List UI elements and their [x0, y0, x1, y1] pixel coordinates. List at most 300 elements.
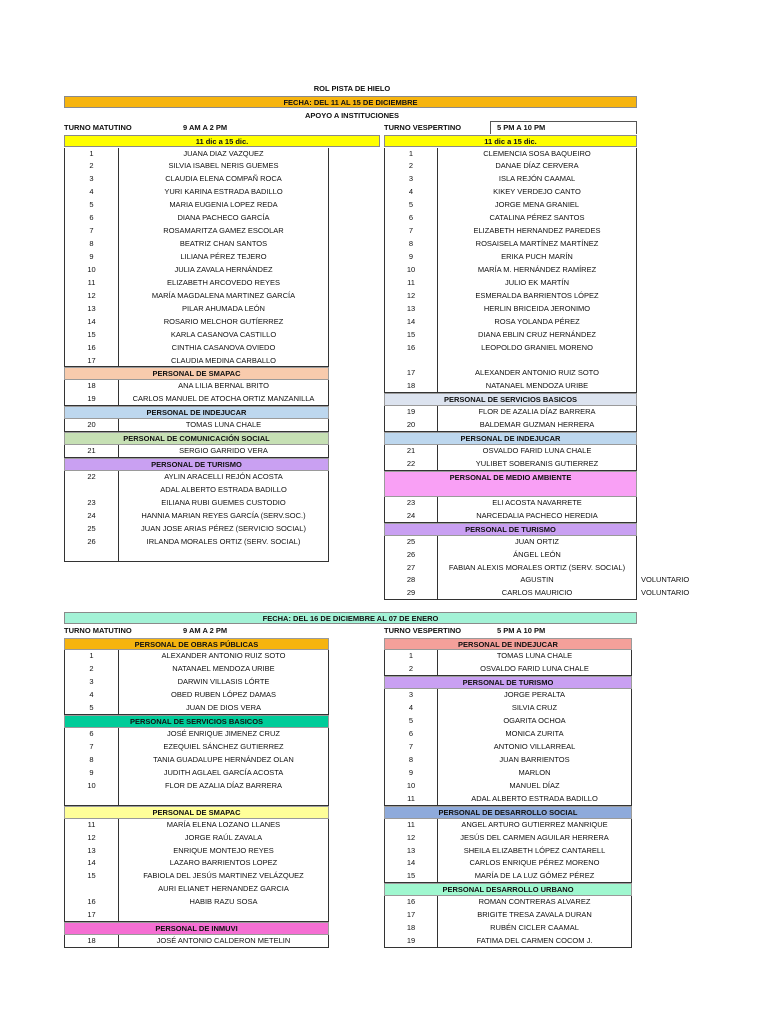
- staff-name: ANGEL ARTURO GUTIERREZ MANRIQUE: [438, 819, 632, 832]
- staff-name: AGUSTIN: [438, 574, 637, 587]
- roster-row: [384, 160, 637, 173]
- row-number: 21: [384, 445, 438, 458]
- staff-name: IRLANDA MORALES ORTIZ (SERV. SOCIAL): [119, 536, 329, 549]
- roster-row: [64, 497, 329, 510]
- roster-row: [64, 650, 329, 663]
- morning-shift-hours: 9 AM A 2 PM: [183, 626, 228, 635]
- staff-name: MARLON: [438, 767, 632, 780]
- staff-name: MONICA ZURITA: [438, 728, 632, 741]
- row-number: 12: [64, 832, 119, 845]
- roster-row: [384, 663, 632, 676]
- roster-row: [64, 186, 329, 199]
- roster-row: [384, 251, 637, 264]
- staff-name: MARÍA ELENA LOZANO LLANES: [119, 819, 329, 832]
- page-title: ROL PISTA DE HIELO: [313, 84, 391, 93]
- roster-row: [64, 160, 329, 173]
- row-number: 26: [384, 549, 438, 562]
- staff-name: BRIGITE TRESA ZAVALA DURAN: [438, 909, 632, 922]
- roster-row: [384, 562, 637, 575]
- staff-name: ROSA YOLANDA PÉREZ: [438, 316, 637, 329]
- row-number: 17: [384, 367, 438, 380]
- morning-shift-hours: 9 AM A 2 PM: [183, 123, 228, 132]
- staff-name: JUAN BARRIENTOS: [438, 754, 632, 767]
- staff-name: JORGE PERALTA: [438, 689, 632, 702]
- staff-name: TANIA GUADALUPE HERNÁNDEZ OLAN: [119, 754, 329, 767]
- department-header: PERSONAL DE SERVICIOS BASICOS: [64, 715, 329, 728]
- row-number: 4: [384, 702, 438, 715]
- roster-row: [384, 689, 632, 702]
- evening-shift-label: TURNO VESPERTINO: [384, 123, 462, 132]
- row-number: 1: [64, 650, 119, 663]
- staff-name: AURI ELIANET HERNANDEZ GARCIA: [119, 883, 329, 896]
- row-number: 18: [384, 380, 438, 392]
- staff-name: CARLOS ENRIQUE PÉREZ MORENO: [438, 857, 632, 870]
- row-number: 5: [64, 702, 119, 714]
- roster-row: [384, 549, 637, 562]
- roster-row: [384, 445, 637, 458]
- roster-row: [64, 754, 329, 767]
- department-header: PERSONAL DE COMUNICACIÓN SOCIAL: [64, 432, 329, 445]
- row-number: 11: [384, 793, 438, 805]
- row-number: 10: [64, 780, 119, 793]
- staff-name: JULIA ZAVALA HERNÁNDEZ: [119, 264, 329, 277]
- row-number: 5: [384, 199, 438, 212]
- staff-name: ENRIQUE MONTEJO REYES: [119, 845, 329, 858]
- row-number: 16: [64, 896, 119, 909]
- row-number: 23: [64, 497, 119, 510]
- row-number: 24: [64, 510, 119, 523]
- roster-row: [64, 870, 329, 883]
- roster-row: [384, 754, 632, 767]
- roster-row: [384, 264, 637, 277]
- staff-name: HABIB RAZU SOSA: [119, 896, 329, 909]
- staff-name: ISLA REJÓN CAAMAL: [438, 173, 637, 186]
- row-number: 18: [64, 935, 119, 947]
- staff-name: ROMAN CONTRERAS ALVAREZ: [438, 896, 632, 909]
- staff-name: [119, 909, 329, 921]
- staff-name: ERIKA PUCH MARÍN: [438, 251, 637, 264]
- staff-name: ALEXANDER ANTONIO RUIZ SOTO: [438, 367, 637, 380]
- staff-name: SHEILA ELIZABETH LÓPEZ CANTARELL: [438, 845, 632, 858]
- roster-row: [64, 290, 329, 303]
- row-number: 9: [64, 767, 119, 780]
- row-number: 26: [64, 536, 119, 549]
- roster-row: [64, 329, 329, 342]
- roster-row: [384, 277, 637, 290]
- staff-name: EZEQUIEL SÁNCHEZ GUTIERREZ: [119, 741, 329, 754]
- row-number: 12: [64, 290, 119, 303]
- row-number: 14: [384, 316, 438, 329]
- staff-name: CARLOS MANUEL DE ATOCHA ORTIZ MANZANILLA: [119, 393, 329, 405]
- evening-roster-table: [384, 148, 690, 601]
- row-number: 20: [64, 419, 119, 431]
- department-header: PERSONAL DE DESARROLLO SOCIAL: [384, 806, 632, 819]
- row-number: 11: [384, 819, 438, 832]
- roster-row: [384, 574, 690, 587]
- roster-row: [64, 251, 329, 264]
- staff-name: MARÍA DE LA LUZ GÓMEZ PÉREZ: [438, 870, 632, 882]
- staff-name: CARLOS MAURICIO: [438, 587, 637, 599]
- roster-row: [384, 316, 637, 329]
- staff-name: CLEMENCIA SOSA BAQUEIRO: [438, 148, 637, 161]
- row-number: 3: [384, 689, 438, 702]
- roster-row: [384, 367, 637, 380]
- row-number: 18: [384, 922, 438, 935]
- row-number: 2: [384, 160, 438, 173]
- row-number: 20: [384, 419, 438, 431]
- row-number: 22: [64, 471, 119, 484]
- role-note: VOLUNTARIO: [641, 588, 690, 598]
- staff-name: LILIANA PÉREZ TEJERO: [119, 251, 329, 264]
- roster-row: [64, 484, 329, 497]
- row-number: 8: [384, 238, 438, 251]
- roster-row: [384, 199, 637, 212]
- staff-name: [119, 793, 329, 805]
- row-number: 4: [384, 186, 438, 199]
- roster-row: [384, 419, 637, 432]
- staff-name: SERGIO GARRIDO VERA: [119, 445, 329, 457]
- roster-row: [64, 419, 329, 432]
- row-number: 4: [64, 186, 119, 199]
- row-number: 15: [64, 329, 119, 342]
- row-number: 11: [64, 819, 119, 832]
- roster-row: [384, 212, 637, 225]
- row-number: [64, 549, 119, 561]
- staff-name: ÁNGEL LEÓN: [438, 549, 637, 562]
- department-header: PERSONAL DE INDEJUCAR: [384, 638, 632, 651]
- roster-row: [384, 832, 632, 845]
- roster-row: [64, 702, 329, 715]
- row-number: 14: [64, 316, 119, 329]
- row-number: 3: [384, 173, 438, 186]
- roster-row: [64, 741, 329, 754]
- roster-row: [384, 780, 632, 793]
- roster-row: [64, 676, 329, 689]
- row-number: 16: [384, 342, 438, 355]
- staff-name: FATIMA DEL CARMEN COCOM J.: [438, 935, 632, 947]
- staff-name: ROSAISELA MARTÍNEZ MARTÍNEZ: [438, 238, 637, 251]
- staff-name: ADAL ALBERTO ESTRADA BADILLO: [438, 793, 632, 805]
- staff-name: DIANA PACHECO GARCÍA: [119, 212, 329, 225]
- roster-row: [384, 380, 637, 393]
- staff-name: JULIO EK MARTÍN: [438, 277, 637, 290]
- roster-row: [384, 458, 637, 471]
- department-header: PERSONAL DE INDEJUCAR: [64, 406, 329, 419]
- row-number: 21: [64, 445, 119, 457]
- staff-name: ANTONIO VILLARREAL: [438, 741, 632, 754]
- roster-row: [64, 728, 329, 741]
- row-number: 13: [384, 303, 438, 316]
- evening-shift-hours: 5 PM A 10 PM: [497, 123, 546, 132]
- staff-name: DIANA EBLIN CRUZ HERNÁNDEZ: [438, 329, 637, 342]
- department-header: PERSONAL DE INMUVI: [64, 922, 329, 935]
- staff-name: JOSÉ ANTONIO CALDERON METELIN: [119, 935, 329, 947]
- row-number: 22: [384, 458, 438, 470]
- staff-name: YULIBET SOBERANIS GUTIERREZ: [438, 458, 637, 470]
- roster-row: [384, 587, 690, 600]
- section-subtitle: APOYO A INSTITUCIONES: [304, 111, 400, 120]
- staff-name: DANAE DÍAZ CERVERA: [438, 160, 637, 173]
- staff-name: CLAUDIA ELENA COMPAÑ ROCA: [119, 173, 329, 186]
- staff-name: NARCEDALIA PACHECO HEREDIA: [438, 510, 637, 522]
- staff-name: LEOPOLDO GRANIEL MORENO: [438, 342, 637, 355]
- staff-name: MARIA EUGENIA LOPEZ REDA: [119, 199, 329, 212]
- date-range-header: FECHA: DEL 16 DE DICIEMBRE AL 07 DE ENERO: [64, 612, 637, 624]
- roster-row: [64, 355, 329, 368]
- staff-name: JUAN DE DIOS VERA: [119, 702, 329, 714]
- row-number: 11: [64, 277, 119, 290]
- roster-row: [64, 380, 329, 393]
- staff-name: MANUEL DÍAZ: [438, 780, 632, 793]
- staff-name: JUDITH AGLAEL GARCÍA ACOSTA: [119, 767, 329, 780]
- staff-name: CATALINA PÉREZ SANTOS: [438, 212, 637, 225]
- evening-shift-hours: 5 PM A 10 PM: [497, 626, 546, 635]
- department-header: PERSONAL DE MEDIO AMBIENTE: [384, 471, 637, 484]
- row-number: 6: [384, 728, 438, 741]
- row-number: 4: [64, 689, 119, 702]
- roster-row: [384, 935, 632, 948]
- staff-name: AYLIN ARACELLI REJÓN ACOSTA: [119, 471, 329, 484]
- staff-name: NATANAEL MENDOZA URIBE: [119, 663, 329, 676]
- staff-name: MARÍA M. HERNÁNDEZ RAMÍREZ: [438, 264, 637, 277]
- roster-row: [64, 471, 329, 484]
- roster-row: [64, 212, 329, 225]
- row-number: 10: [384, 264, 438, 277]
- roster-row: [64, 793, 329, 806]
- staff-name: ROSARIO MELCHOR GUTÍERREZ: [119, 316, 329, 329]
- row-number: 9: [64, 251, 119, 264]
- staff-name: ESMERALDA BARRIENTOS LÓPEZ: [438, 290, 637, 303]
- roster-row: [384, 728, 632, 741]
- row-number: 10: [64, 264, 119, 277]
- row-number: 19: [384, 406, 438, 419]
- staff-name: JOSÉ ENRIQUE JIMENEZ CRUZ: [119, 728, 329, 741]
- staff-name: ELIZABETH ARCOVEDO REYES: [119, 277, 329, 290]
- department-header: PERSONAL DE INDEJUCAR: [384, 432, 637, 445]
- row-number: 1: [384, 650, 438, 663]
- roster-row: [384, 870, 632, 883]
- staff-name: OBED RUBEN LÓPEZ DAMAS: [119, 689, 329, 702]
- staff-name: YURI KARINA ESTRADA BADILLO: [119, 186, 329, 199]
- roster-row: [384, 536, 637, 549]
- row-number: 14: [64, 857, 119, 870]
- staff-name: FABIOLA DEL JESÚS MARTINEZ VELÁZQUEZ: [119, 870, 329, 883]
- row-number: 3: [64, 676, 119, 689]
- row-number: 14: [384, 857, 438, 870]
- staff-name: HERLIN BRICEIDA JERONIMO: [438, 303, 637, 316]
- staff-name: [438, 355, 637, 368]
- row-number: 6: [64, 728, 119, 741]
- department-header: PERSONAL DE SMAPAC: [64, 806, 329, 819]
- roster-row: [384, 793, 632, 806]
- staff-name: EILIANA RUBI GUEMES CUSTODIO: [119, 497, 329, 510]
- staff-name: NATANAEL MENDOZA URIBE: [438, 380, 637, 392]
- roster-row: [384, 896, 632, 909]
- roster-row: [384, 355, 637, 368]
- row-number: [384, 355, 438, 368]
- staff-name: ELIZABETH HERNANDEZ PAREDES: [438, 225, 637, 238]
- roster-row: [64, 909, 329, 922]
- staff-name: ALEXANDER ANTONIO RUIZ SOTO: [119, 650, 329, 663]
- row-number: 17: [64, 909, 119, 921]
- row-number: 11: [384, 277, 438, 290]
- roster-row: [64, 445, 329, 458]
- row-number: 9: [384, 251, 438, 264]
- roster-row: [64, 832, 329, 845]
- row-number: 1: [384, 148, 438, 161]
- morning-shift-label: TURNO MATUTINO: [64, 626, 132, 635]
- staff-name: JESÚS DEL CARMEN AGUILAR HERRERA: [438, 832, 632, 845]
- staff-name: SILVIA CRUZ: [438, 702, 632, 715]
- row-number: 23: [384, 497, 438, 510]
- staff-name: JORGE RAÚL ZAVALA: [119, 832, 329, 845]
- staff-name: CINTHIA CASANOVA OVIEDO: [119, 342, 329, 355]
- row-number: 5: [384, 715, 438, 728]
- row-number: 17: [64, 355, 119, 367]
- department-header: PERSONAL DE TURISMO: [384, 676, 632, 689]
- department-header: PERSONAL DE OBRAS PÚBLICAS: [64, 638, 329, 651]
- staff-name: PILAR AHUMADA LEÓN: [119, 303, 329, 316]
- row-number: 12: [384, 290, 438, 303]
- staff-name: ANA LILIA BERNAL BRITO: [119, 380, 329, 393]
- roster-row: [64, 393, 329, 406]
- department-header: PERSONAL DE SERVICIOS BASICOS: [384, 393, 637, 406]
- roster-row: [384, 819, 632, 832]
- department-header: PERSONAL DESARROLLO URBANO: [384, 883, 632, 896]
- roster-row: [64, 264, 329, 277]
- roster-row: [384, 303, 637, 316]
- roster-row: [384, 857, 632, 870]
- row-number: 27: [384, 562, 438, 575]
- roster-row: [384, 173, 637, 186]
- roster-row: [64, 277, 329, 290]
- row-number: 8: [64, 754, 119, 767]
- staff-name: ELI ACOSTA NAVARRETE: [438, 497, 637, 510]
- roster-row: [64, 199, 329, 212]
- staff-name: OSVALDO FARID LUNA CHALE: [438, 663, 632, 675]
- morning-date-range: 11 dic a 15 dic.: [64, 135, 380, 147]
- row-number: 3: [64, 173, 119, 186]
- staff-name: [119, 549, 329, 561]
- morning-shift-label: TURNO MATUTINO: [64, 123, 132, 132]
- roster-row: [64, 819, 329, 832]
- staff-name: KIKEY VERDEJO CANTO: [438, 186, 637, 199]
- roster-row: [64, 845, 329, 858]
- roster-row: [384, 497, 637, 510]
- roster-row: [64, 148, 329, 161]
- row-number: 17: [384, 909, 438, 922]
- row-number: 5: [64, 199, 119, 212]
- roster-row: [64, 523, 329, 536]
- row-number: 2: [384, 663, 438, 675]
- row-number: 7: [64, 225, 119, 238]
- row-number: 9: [384, 767, 438, 780]
- row-number: 25: [64, 523, 119, 536]
- row-number: 6: [384, 212, 438, 225]
- row-number: 7: [384, 741, 438, 754]
- roster-row: [384, 406, 637, 419]
- roster-row: [64, 689, 329, 702]
- row-number: 18: [64, 380, 119, 393]
- staff-name: BEATRIZ CHAN SANTOS: [119, 238, 329, 251]
- roster-row: [384, 702, 632, 715]
- roster-row: [64, 896, 329, 909]
- row-number: 13: [64, 303, 119, 316]
- row-number: 29: [384, 587, 438, 599]
- staff-name: JUAN ORTIZ: [438, 536, 637, 549]
- morning-roster-table: [64, 148, 329, 562]
- roster-row: [384, 922, 632, 935]
- evening-shift-label: TURNO VESPERTINO: [384, 626, 462, 635]
- roster-row: [384, 342, 637, 355]
- row-number: 6: [64, 212, 119, 225]
- date-range-header: FECHA: DEL 11 AL 15 DE DICIEMBRE: [64, 96, 637, 108]
- roster-row: [64, 536, 329, 549]
- evening-roster-table: [384, 638, 632, 949]
- row-number: [64, 883, 119, 896]
- row-number: 7: [64, 741, 119, 754]
- department-header: [384, 484, 637, 497]
- roster-row: [384, 148, 637, 161]
- staff-name: KARLA CASANOVA CASTILLO: [119, 329, 329, 342]
- roster-row: [64, 342, 329, 355]
- role-note: VOLUNTARIO: [641, 575, 690, 585]
- row-number: 8: [384, 754, 438, 767]
- roster-row: [64, 857, 329, 870]
- roster-row: [384, 767, 632, 780]
- roster-row: [384, 909, 632, 922]
- roster-row: [64, 935, 329, 948]
- roster-row: [384, 186, 637, 199]
- row-number: 15: [64, 870, 119, 883]
- department-header: PERSONAL DE TURISMO: [384, 523, 637, 536]
- staff-name: MARÍA MAGDALENA MARTINEZ GARCÍA: [119, 290, 329, 303]
- roster-row: [64, 303, 329, 316]
- roster-row: [64, 316, 329, 329]
- staff-name: CLAUDIA MEDINA CARBALLO: [119, 355, 329, 367]
- roster-row: [384, 225, 637, 238]
- roster-row: [64, 549, 329, 562]
- row-number: 1: [64, 148, 119, 161]
- staff-name: FLOR DE AZALIA DÍAZ BARRERA: [119, 780, 329, 793]
- department-header: PERSONAL DE TURISMO: [64, 458, 329, 471]
- staff-name: HANNIA MARIAN REYES GARCÍA (SERV.SOC.): [119, 510, 329, 523]
- staff-name: LAZARO BARRIENTOS LOPEZ: [119, 857, 329, 870]
- roster-row: [64, 883, 329, 896]
- roster-row: [384, 510, 637, 523]
- roster-row: [64, 510, 329, 523]
- row-number: 10: [384, 780, 438, 793]
- row-number: 7: [384, 225, 438, 238]
- row-number: 25: [384, 536, 438, 549]
- roster-row: [384, 715, 632, 728]
- row-number: 19: [64, 393, 119, 405]
- roster-row: [64, 238, 329, 251]
- staff-name: JORGE MENA GRANIEL: [438, 199, 637, 212]
- roster-row: [384, 845, 632, 858]
- row-number: [64, 793, 119, 805]
- roster-row: [384, 650, 632, 663]
- row-number: [64, 484, 119, 497]
- staff-name: ROSAMARITZA GAMEZ ESCOLAR: [119, 225, 329, 238]
- row-number: 2: [64, 663, 119, 676]
- staff-name: ADAL ALBERTO ESTRADA BADILLO: [119, 484, 329, 497]
- roster-row: [64, 780, 329, 793]
- roster-row: [384, 741, 632, 754]
- staff-name: FLOR DE AZALIA DÍAZ BARRERA: [438, 406, 637, 419]
- row-number: 15: [384, 329, 438, 342]
- roster-row: [384, 238, 637, 251]
